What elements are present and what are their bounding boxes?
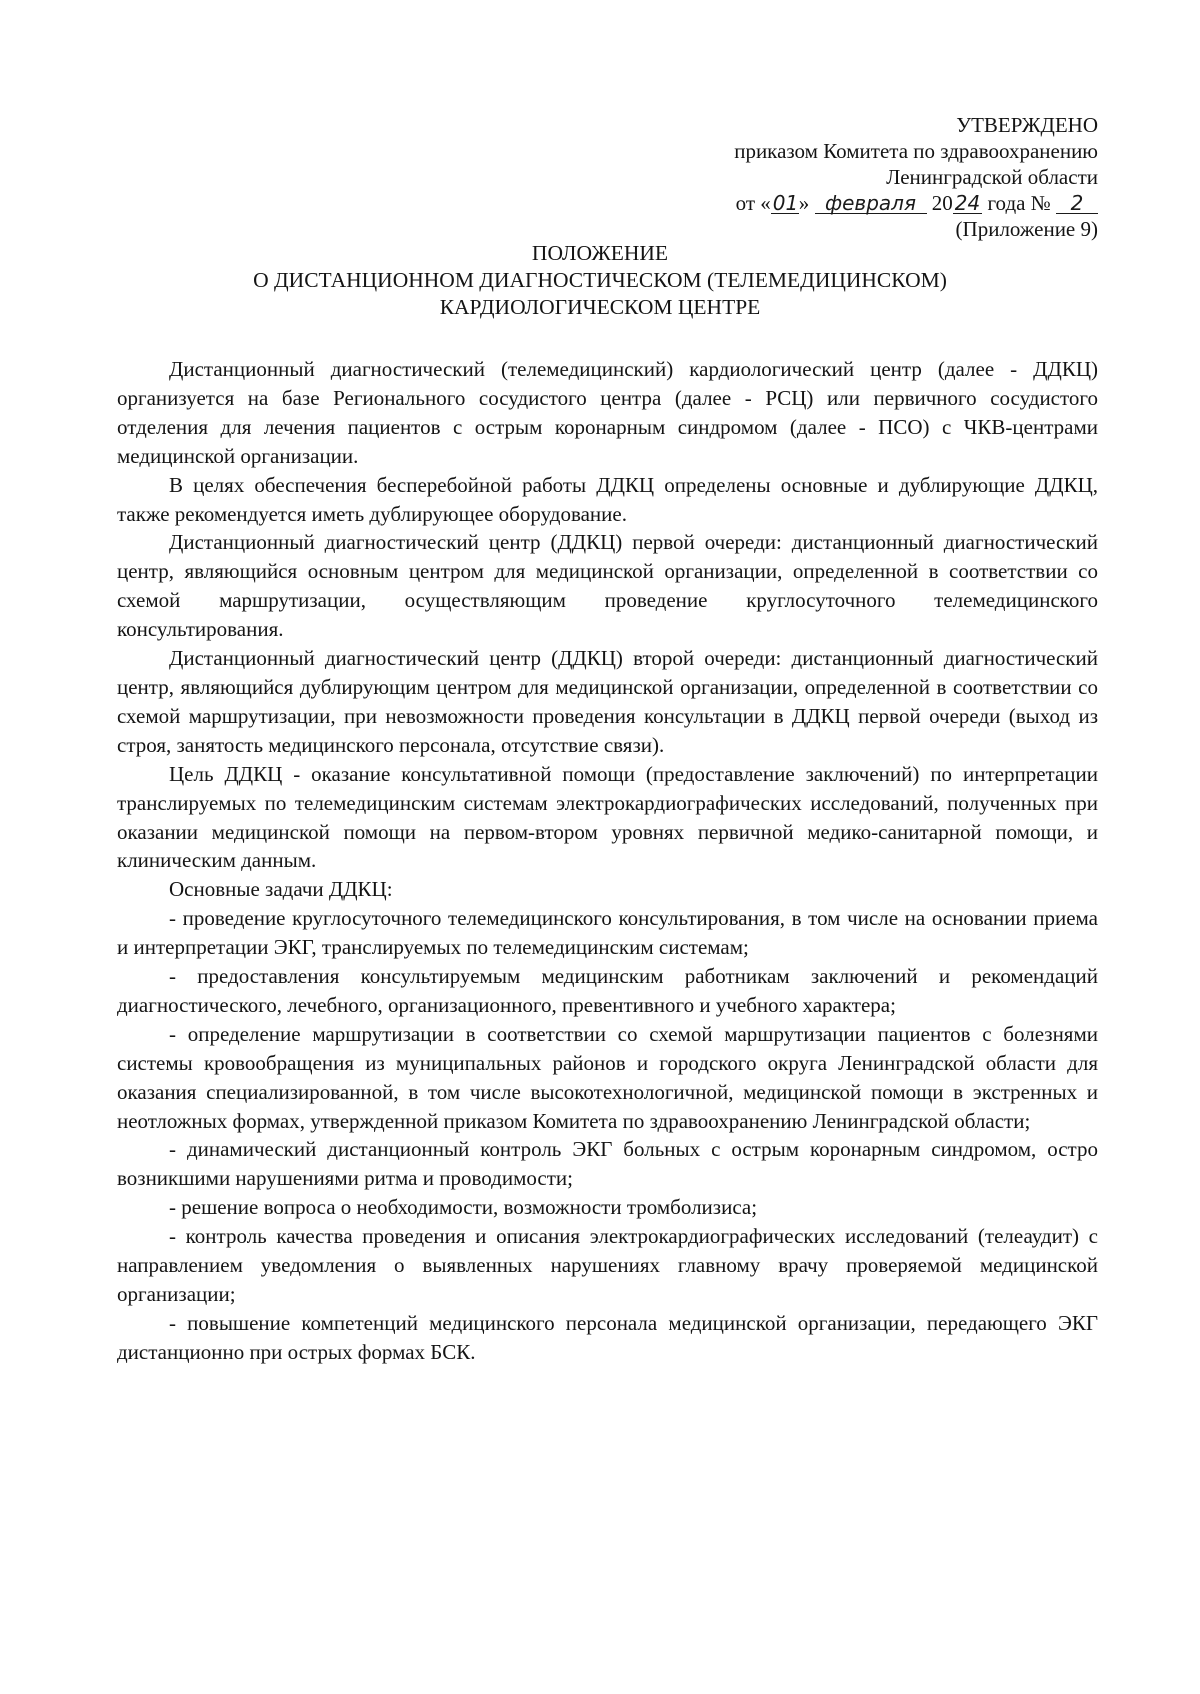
year-word: года №: [987, 191, 1051, 215]
paragraph-second-line-center: Дистанционный диагностический центр (ДДКЦ) второй очереди: дистанционный диагностический центр, являющийся дублирующим центром для медицинской организации, определенной в соответствии со схемой маршрутизации, при невозможности проведения консультации в ДДКЦ первой очереди (выход из строя, занятость медицинского персонала, отсутствие связи).: [117, 646, 1098, 757]
task-item: - контроль качества проведения и описания электрокардиографических исследований (телеаудит) с направлением уведомления о выявленных нарушениях главному врачу проверяемой медицинской организации;: [117, 1224, 1098, 1306]
paragraph-goal: Цель ДДКЦ - оказание консультативной помощи (предоставление заключений) по интерпретации транслируемых по телемедицинским системам электрокардиографических исследований, полученных при оказании медицинской помощи на первом-втором уровнях первичной медико-санитарной помощи, и клиническим данным.: [117, 761, 1098, 873]
order-date-line: [734, 190, 1098, 216]
document-body: [117, 355, 1098, 1367]
approved-label: УТВЕРЖДЕНО: [956, 113, 1098, 137]
paragraph-definition: Дистанционный диагностический (телемедицинский) кардиологический центр (далее - ДДКЦ) организуется на базе Регионального сосудистого центра (далее - РСЦ) или первичного сосудистого отделения для лечения пациентов с острым коронарным синдромом (далее - ПСО) с ЧКВ-центрами медицинской организации.: [117, 357, 1098, 468]
paragraph-first-line-center: Дистанционный диагностический центр (ДДКЦ) первой очереди: дистанционный диагностический центр, являющийся основным центром для медицинской организации, определенной в соответствии со схемой маршрутизации, осуществляющим проведение круглосуточного телемедицинского консультирования.: [117, 530, 1098, 642]
appendix-label: (Приложение 9): [955, 217, 1098, 241]
handwritten-year: 24: [954, 191, 981, 215]
date-prefix: от «: [735, 191, 771, 215]
task-item: - динамический дистанционный контроль ЭКГ больных с острым коронарным синдромом, остро возникшими нарушениями ритма и проводимости;: [117, 1137, 1098, 1191]
region-line: Ленинградской области: [886, 165, 1098, 189]
title-line-3: КАРДИОЛОГИЧЕСКОМ ЦЕНТРЕ: [439, 295, 761, 319]
title-line-2: О ДИСТАНЦИОННОМ ДИАГНОСТИЧЕСКОМ (ТЕЛЕМЕДИЦИНСКОМ): [253, 268, 947, 292]
handwritten-day: 01: [772, 191, 799, 215]
task-item: - определение маршрутизации в соответствии со схемой маршрутизации пациентов с болезнями системы кровообращения из муниципальных районов и городского округа Ленинградской области для оказания специализированной, в том числе высокотехнологичной, медицинской помощи в экстренных и неотложных формах, утвержденной приказом Комитета по здравоохранению Ленинградской области;: [117, 1021, 1098, 1133]
year-prefix: 20: [931, 191, 953, 215]
task-item: - проведение круглосуточного телемедицинского консультирования, в том числе на основании приема и интерпретации ЭКГ, транслируемых по телемедицинским системам;: [117, 906, 1098, 960]
document-title: [0, 240, 1200, 321]
approval-stamp-block: [734, 112, 1098, 242]
task-item: - предоставления консультируемым медицинским работникам заключений и рекомендаций диагностического, лечебного, организационного, превентивного и учебного характера;: [117, 964, 1098, 1017]
task-item: - решение вопроса о необходимости, возможности тромболизиса;: [169, 1195, 758, 1220]
task-item: - повышение компетенций медицинского персонала медицинской организации, передающего ЭКГ дистанционно при острых формах БСК.: [117, 1310, 1098, 1364]
date-mid: »: [798, 191, 810, 215]
title-line-1: ПОЛОЖЕНИЕ: [531, 241, 669, 265]
handwritten-order-number: 2: [1056, 193, 1098, 214]
handwritten-month: февраля: [815, 193, 927, 214]
paragraph-tasks-heading: Основные задачи ДДКЦ:: [169, 877, 393, 902]
paragraph-backup: В целях обеспечения бесперебойной работы ДДКЦ определены основные и дублирующие ДДКЦ, также рекомендуется иметь дублирующее оборудование.: [117, 472, 1098, 526]
order-line: приказом Комитета по здравоохранению: [734, 139, 1098, 163]
